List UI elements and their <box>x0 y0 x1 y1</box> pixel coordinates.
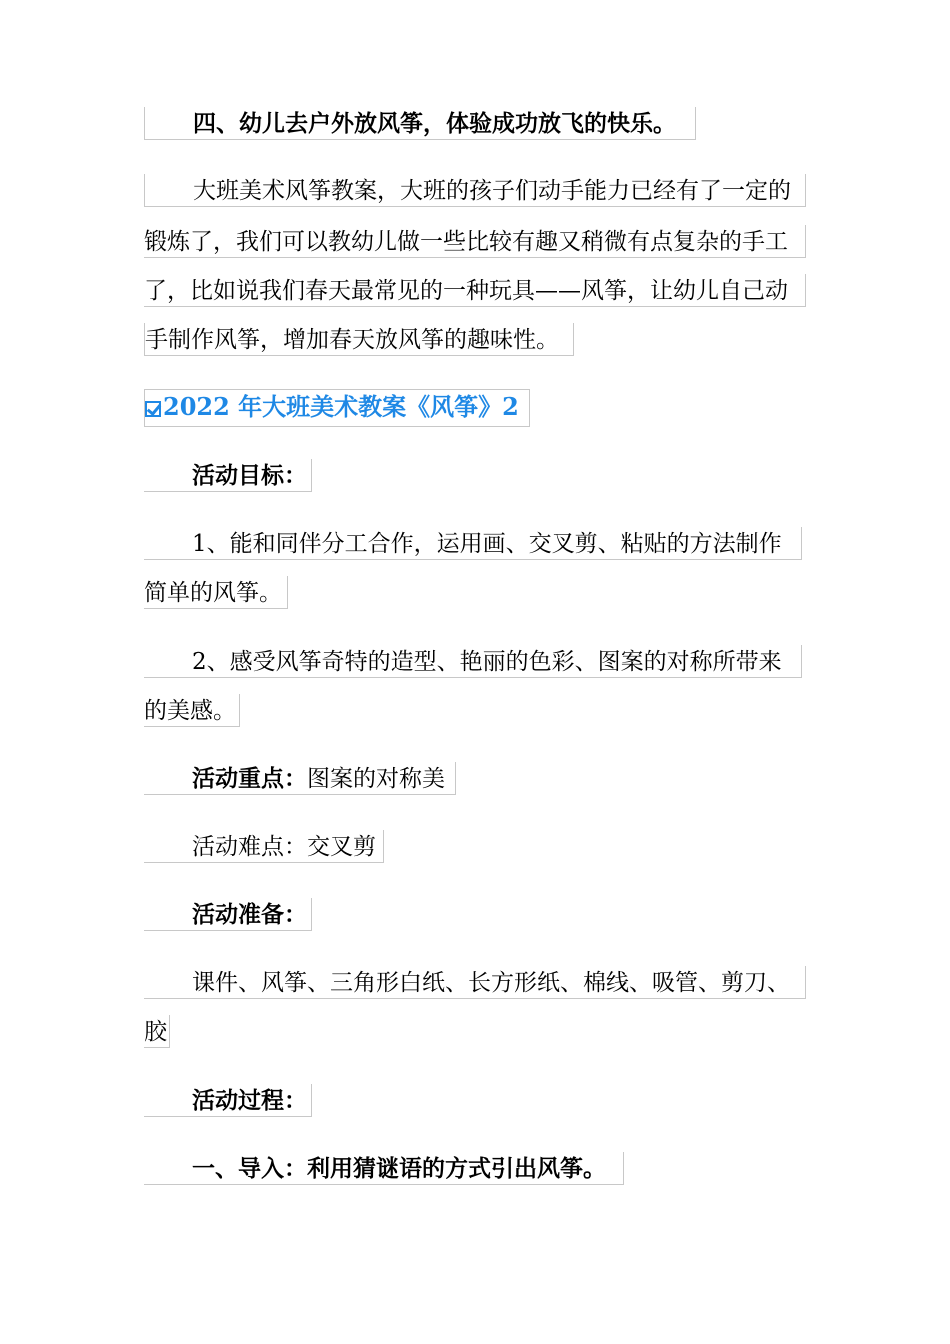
section-4-heading: 四、幼儿去户外放风筝，体验成功放飞的快乐。 <box>144 107 696 140</box>
goal-1-line-2: 简单的风筝。 <box>144 576 288 609</box>
prep-line-1: 课件、风筝、三角形白纸、长方形纸、棉线、吸管、剪刀、 <box>144 966 806 999</box>
section-title <box>144 389 530 427</box>
difficulty-value: 交叉剪 <box>307 834 376 860</box>
summary-line-2: 锻炼了，我们可以教幼儿做一些比较有趣又稍微有点复杂的手工 <box>144 225 806 258</box>
prep-label: 活动准备： <box>144 898 312 931</box>
goals-label: 活动目标： <box>144 459 312 492</box>
prep-line-2: 胶 <box>144 1015 170 1048</box>
key-point <box>144 762 456 795</box>
summary-line-4: 手制作风筝，增加春天放风筝的趣味性。 <box>144 323 574 356</box>
checkbox-icon <box>145 401 161 417</box>
goal-1-line-1: 1、能和同伴分工合作，运用画、交叉剪、粘贴的方法制作 <box>144 527 802 560</box>
process-label: 活动过程： <box>144 1084 312 1117</box>
difficulty-label: 活动难点： <box>192 834 307 860</box>
summary-line-3: 了，比如说我们春天最常见的一种玩具——风筝，让幼儿自己动 <box>144 274 806 307</box>
step-1: 一、导入：利用猜谜语的方式引出风筝。 <box>144 1152 624 1185</box>
section-title-text: 2022 年大班美术教案《风筝》2 <box>163 392 519 421</box>
summary-line-1: 大班美术风筝教案，大班的孩子们动手能力已经有了一定的 <box>144 174 806 207</box>
goal-2-line-1: 2、感受风筝奇特的造型、艳丽的色彩、图案的对称所带来 <box>144 645 802 678</box>
goal-2-line-2: 的美感。 <box>144 694 240 727</box>
key-point-label: 活动重点： <box>192 765 307 792</box>
key-point-value: 图案的对称美 <box>307 766 445 792</box>
difficulty <box>144 830 384 863</box>
